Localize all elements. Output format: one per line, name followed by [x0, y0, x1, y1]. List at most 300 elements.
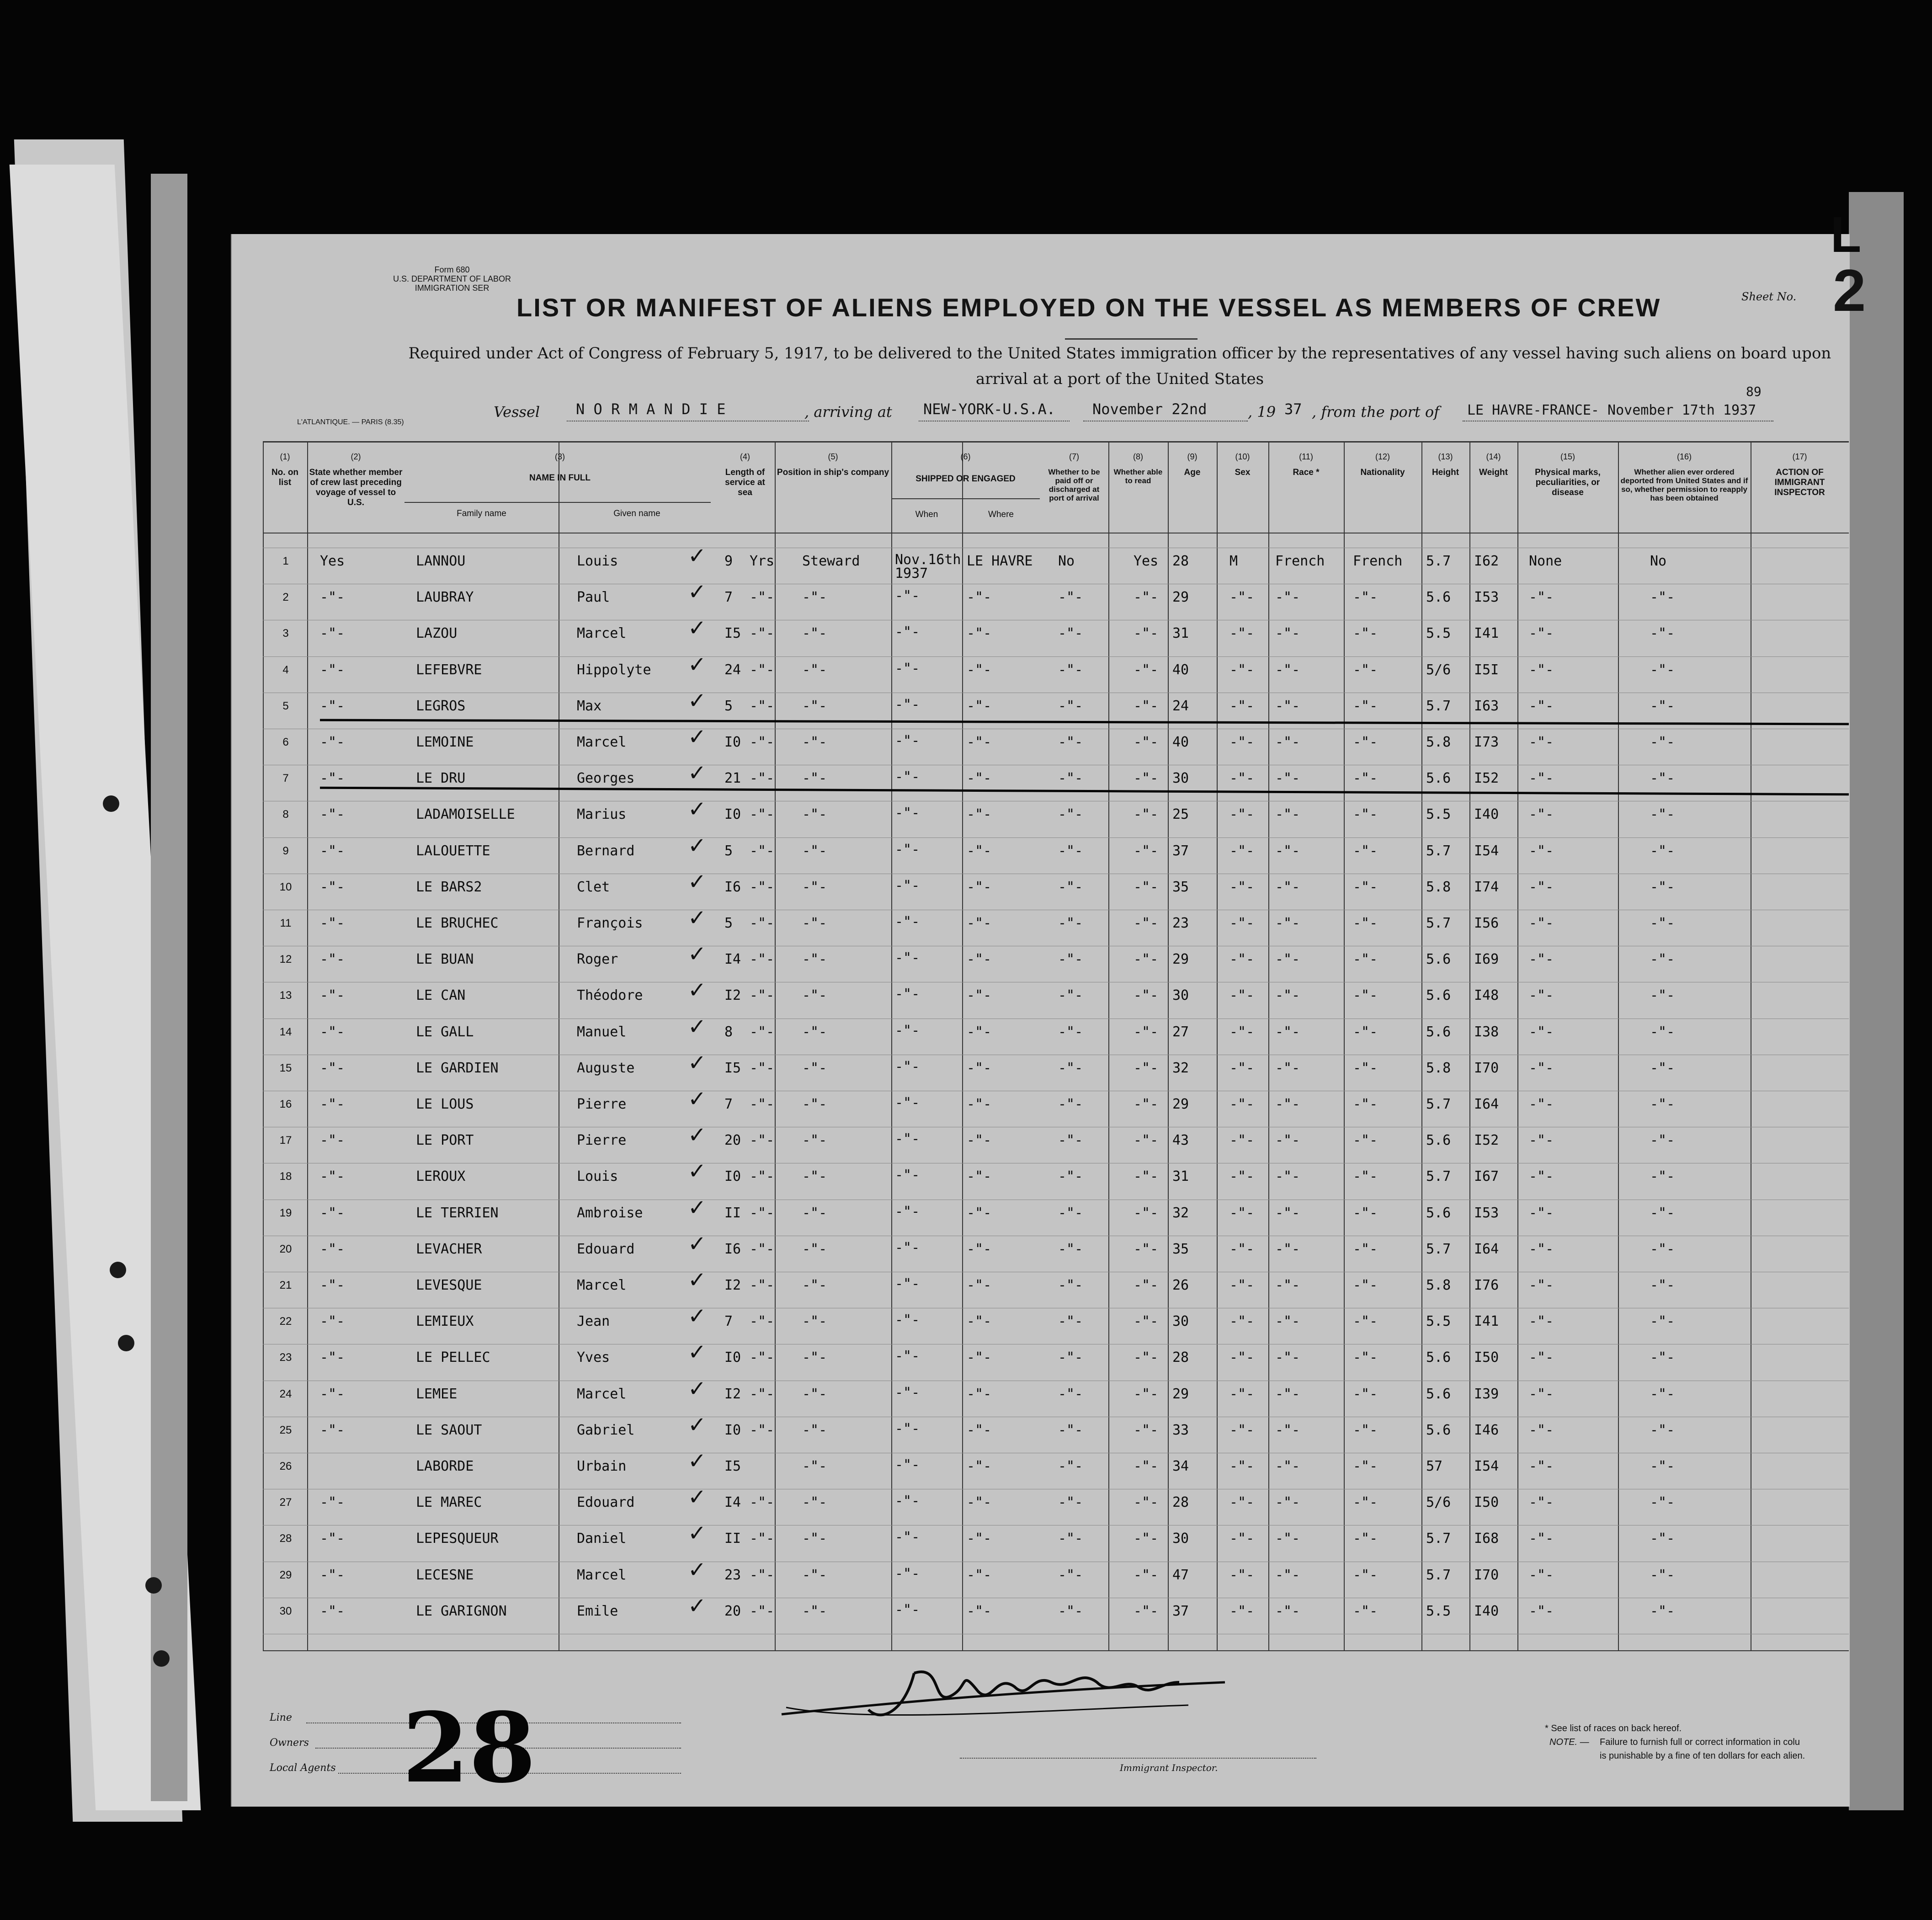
owners-label: Owners	[270, 1737, 309, 1749]
cell-given-name: Pierre	[577, 1132, 627, 1149]
cell-family-name: LE SAOUT	[416, 1422, 482, 1438]
col-weight-header: Weight	[1479, 468, 1508, 477]
vessel-label: Vessel	[494, 403, 540, 421]
cell-able-read: -"-	[1134, 1349, 1159, 1366]
cell-previous-voyage: -"-	[320, 879, 345, 895]
cell-where: -"-	[967, 589, 992, 606]
cell-height: 5.8	[1426, 1060, 1451, 1076]
cell-paid-off: -"-	[1058, 770, 1083, 787]
cell-race: -"-	[1275, 1603, 1300, 1619]
cell-row-number: 20	[279, 1243, 292, 1255]
cell-service-length: I5	[724, 1060, 741, 1076]
cell-position: -"-	[802, 1096, 827, 1112]
cell-position: -"-	[802, 770, 827, 787]
cell-race: -"-	[1275, 734, 1300, 750]
cell-given-name: Urbain	[577, 1458, 627, 1474]
cell-paid-off: -"-	[1058, 1349, 1083, 1366]
cell-sex: -"-	[1229, 843, 1255, 859]
cell-row-number: 21	[279, 1279, 292, 1291]
cell-sex: -"-	[1229, 1531, 1255, 1547]
cell-paid-off: -"-	[1058, 806, 1083, 823]
cell-race: -"-	[1275, 1024, 1300, 1040]
cell-sex: -"-	[1229, 770, 1255, 787]
cell-sex: -"-	[1229, 1494, 1255, 1511]
cell-age: 32	[1172, 1060, 1189, 1076]
cell-service-unit: -"-	[750, 879, 775, 895]
col-action-header: ACTION OF IMMIGRANT INSPECTOR	[1774, 468, 1825, 497]
cell-weight: I40	[1474, 806, 1499, 823]
column-rule	[1469, 441, 1470, 1650]
cell-weight: I64	[1474, 1241, 1499, 1257]
check-mark: ✓	[688, 941, 707, 967]
cell-race: -"-	[1275, 843, 1300, 859]
cell-family-name: LEMEE	[416, 1386, 458, 1402]
cell-race: -"-	[1275, 1060, 1300, 1076]
cell-position: -"-	[802, 1422, 827, 1438]
cell-nationality: -"-	[1353, 1205, 1378, 1221]
cell-able-read: -"-	[1134, 1205, 1159, 1221]
cell-paid-off: -"-	[1058, 734, 1083, 750]
cell-given-name: François	[577, 915, 643, 931]
column-rule	[962, 498, 963, 1650]
cell-nationality: -"-	[1353, 1060, 1378, 1076]
cell-previous-voyage: -"-	[320, 698, 345, 714]
cell-able-read: -"-	[1134, 698, 1159, 714]
cell-deported: -"-	[1650, 1567, 1675, 1583]
cell-nationality: -"-	[1353, 770, 1378, 787]
cell-physical-marks: -"-	[1529, 1567, 1554, 1583]
cell-physical-marks: -"-	[1529, 589, 1554, 606]
cell-paid-off: -"-	[1058, 1567, 1083, 1583]
cell-age: 30	[1172, 770, 1189, 787]
cell-nationality: -"-	[1353, 1313, 1378, 1330]
check-mark: ✓	[688, 1412, 707, 1438]
cell-service-length: I0	[724, 806, 741, 823]
row-rule	[263, 837, 1849, 838]
cell-previous-voyage: -"-	[320, 1313, 345, 1330]
cell-able-read: Yes	[1134, 553, 1159, 569]
cell-given-name: Louis	[577, 1168, 618, 1185]
cell-physical-marks: -"-	[1529, 806, 1554, 823]
cell-given-name: Ambroise	[577, 1205, 643, 1221]
cell-given-name: Marcel	[577, 1386, 627, 1402]
cell-sex: -"-	[1229, 1458, 1255, 1474]
cell-physical-marks: -"-	[1529, 1422, 1554, 1438]
cell-paid-off: -"-	[1058, 1386, 1083, 1402]
cell-previous-voyage: Yes	[320, 553, 345, 569]
col-age-header: Age	[1184, 468, 1201, 477]
cell-previous-voyage: -"-	[320, 1277, 345, 1293]
cell-service-unit: -"-	[750, 1132, 775, 1149]
cell-deported: -"-	[1650, 661, 1675, 678]
cell-deported: -"-	[1650, 1422, 1675, 1438]
column-rule	[891, 441, 892, 1650]
cell-service-unit: -"-	[750, 1494, 775, 1511]
cell-when: -"-	[895, 950, 920, 966]
cell-service-length: I4	[724, 1494, 741, 1511]
cell-given-name: Marcel	[577, 1567, 627, 1583]
cell-age: 28	[1172, 1349, 1189, 1366]
cell-height: 5.7	[1426, 1241, 1451, 1257]
cell-paid-off: -"-	[1058, 879, 1083, 895]
col-race-header-number: (11)	[1299, 452, 1313, 461]
sheet-number: 2	[1833, 257, 1866, 324]
cell-able-read: -"-	[1134, 1132, 1159, 1149]
col-paid-off-header: Whether to be paid off or discharged at port of arrival	[1048, 468, 1100, 502]
cell-physical-marks: -"-	[1529, 734, 1554, 750]
cell-deported: -"-	[1650, 1494, 1675, 1511]
page-edge	[1849, 192, 1904, 1810]
cell-position: -"-	[802, 843, 827, 859]
cell-row-number: 19	[279, 1206, 292, 1219]
cell-sex: -"-	[1229, 806, 1255, 823]
cell-paid-off: -"-	[1058, 1060, 1083, 1076]
column-rule	[307, 441, 308, 1650]
cell-nationality: -"-	[1353, 806, 1378, 823]
cell-service-length: 8	[724, 1024, 733, 1040]
cell-row-number: 10	[279, 880, 292, 893]
cell-previous-voyage: -"-	[320, 1168, 345, 1185]
cell-paid-off: -"-	[1058, 987, 1083, 1004]
cell-position: -"-	[802, 1132, 827, 1149]
cell-family-name: LE PELLEC	[416, 1349, 490, 1366]
col-family-name-header: Family name	[457, 509, 506, 518]
cell-given-name: Emile	[577, 1603, 618, 1619]
check-mark: ✓	[688, 543, 707, 569]
cell-age: 30	[1172, 1313, 1189, 1330]
arriving-port: NEW-YORK-U.S.A.	[923, 400, 1055, 418]
cell-deported: -"-	[1650, 1205, 1675, 1221]
cell-physical-marks: -"-	[1529, 698, 1554, 714]
col-no-header: No. on list	[271, 468, 299, 487]
cell-row-number: 6	[282, 736, 289, 748]
cell-row-number: 22	[279, 1315, 292, 1328]
cell-age: 40	[1172, 734, 1189, 750]
cell-race: -"-	[1275, 951, 1300, 968]
cell-position: -"-	[802, 698, 827, 714]
cell-row-number: 18	[279, 1170, 292, 1183]
cell-able-read: -"-	[1134, 1096, 1159, 1112]
cell-paid-off: -"-	[1058, 1531, 1083, 1547]
cell-deported: -"-	[1650, 589, 1675, 606]
cell-sex: -"-	[1229, 1567, 1255, 1583]
cell-deported: -"-	[1650, 1458, 1675, 1474]
cell-height: 5.5	[1426, 625, 1451, 642]
cell-row-number: 27	[279, 1496, 292, 1509]
cell-deported: -"-	[1650, 625, 1675, 642]
check-mark: ✓	[688, 1303, 707, 1329]
cell-age: 40	[1172, 661, 1189, 678]
column-rule	[1517, 441, 1518, 1650]
cell-family-name: LAUBRAY	[416, 589, 474, 606]
cell-where: -"-	[967, 1313, 992, 1330]
cell-row-number: 26	[279, 1460, 292, 1472]
cell-given-name: Marcel	[577, 734, 627, 750]
column-rule	[1108, 441, 1109, 1650]
cell-where: -"-	[967, 1277, 992, 1293]
cell-physical-marks: -"-	[1529, 1132, 1554, 1149]
cell-able-read: -"-	[1134, 915, 1159, 931]
cell-position: -"-	[802, 1060, 827, 1076]
cell-deported: No	[1650, 553, 1667, 569]
cell-service-length: II	[724, 1205, 741, 1221]
cell-physical-marks: -"-	[1529, 625, 1554, 642]
cell-given-name: Roger	[577, 951, 618, 968]
check-mark: ✓	[688, 688, 707, 714]
cell-height: 5.5	[1426, 1313, 1451, 1330]
binder-hole	[118, 1335, 134, 1351]
check-mark: ✓	[688, 724, 707, 750]
cell-service-length: 21	[724, 770, 741, 787]
check-mark: ✓	[688, 1086, 707, 1112]
cell-service-unit: -"-	[750, 661, 775, 678]
cell-race: -"-	[1275, 1386, 1300, 1402]
cell-sex: -"-	[1229, 1603, 1255, 1619]
check-mark: ✓	[688, 579, 707, 605]
col-height-header-number: (13)	[1438, 452, 1453, 461]
cell-family-name: LAZOU	[416, 625, 458, 642]
cell-weight: I41	[1474, 625, 1499, 642]
cell-physical-marks: -"-	[1529, 915, 1554, 931]
cell-height: 5.6	[1426, 1386, 1451, 1402]
cell-where: -"-	[967, 625, 992, 642]
cell-when: -"-	[895, 733, 920, 749]
cell-previous-voyage: -"-	[320, 843, 345, 859]
cell-race: -"-	[1275, 1458, 1300, 1474]
cell-age: 29	[1172, 589, 1189, 606]
cell-paid-off: No	[1058, 553, 1075, 569]
cell-row-number: 3	[282, 627, 289, 640]
cell-service-length: I2	[724, 987, 741, 1004]
cell-age: 37	[1172, 1603, 1189, 1619]
cell-given-name: Manuel	[577, 1024, 627, 1040]
cell-when: -"-	[895, 624, 920, 640]
cell-position: -"-	[802, 734, 827, 750]
year-prefix: , 19	[1248, 403, 1276, 421]
cell-when: Nov.16th 1937	[895, 552, 961, 581]
col-when-header: When	[915, 510, 938, 519]
cell-previous-voyage: -"-	[320, 1024, 345, 1040]
cell-able-read: -"-	[1134, 1422, 1159, 1438]
cell-age: 37	[1172, 843, 1189, 859]
cell-height: 5.6	[1426, 1205, 1451, 1221]
check-mark: ✓	[688, 1484, 707, 1510]
cell-family-name: LE GALL	[416, 1024, 474, 1040]
cell-service-unit: -"-	[750, 806, 775, 823]
cell-where: -"-	[967, 1603, 992, 1619]
cell-position: -"-	[802, 1313, 827, 1330]
cell-family-name: LE CAN	[416, 987, 466, 1004]
cell-nationality: -"-	[1353, 987, 1378, 1004]
cell-paid-off: -"-	[1058, 1168, 1083, 1185]
arrival-year: 37	[1284, 400, 1302, 418]
cell-given-name: Max	[577, 698, 602, 714]
cell-when: -"-	[895, 1022, 920, 1039]
cell-position: -"-	[802, 806, 827, 823]
cell-service-unit: -"-	[750, 1168, 775, 1185]
subtitle: Required under Act of Congress of February 5, 1917, to be delivered to the United States immigration officer by the representatives of any vessel having such aliens on board upon arrival at a port of the United States	[408, 344, 1831, 388]
check-mark: ✓	[688, 1158, 707, 1184]
cell-given-name: Marius	[577, 806, 627, 823]
cell-nationality: -"-	[1353, 1096, 1378, 1112]
cell-paid-off: -"-	[1058, 589, 1083, 606]
cell-family-name: LE MAREC	[416, 1494, 482, 1511]
cell-height: 5.6	[1426, 1024, 1451, 1040]
cell-where: -"-	[967, 734, 992, 750]
cell-able-read: -"-	[1134, 806, 1159, 823]
check-mark: ✓	[688, 1050, 707, 1076]
from-port-label: , from the port of	[1312, 403, 1440, 421]
cell-physical-marks: -"-	[1529, 1458, 1554, 1474]
cell-race: -"-	[1275, 1349, 1300, 1366]
check-mark: ✓	[688, 651, 707, 677]
cell-weight: I68	[1474, 1531, 1499, 1547]
cell-when: -"-	[895, 1167, 920, 1184]
cell-paid-off: -"-	[1058, 698, 1083, 714]
cell-paid-off: -"-	[1058, 1024, 1083, 1040]
cell-row-number: 23	[279, 1351, 292, 1364]
cell-when: -"-	[895, 986, 920, 1003]
cell-nationality: -"-	[1353, 1603, 1378, 1619]
cell-deported: -"-	[1650, 734, 1675, 750]
cell-weight: I48	[1474, 987, 1499, 1004]
cell-service-length: I2	[724, 1386, 741, 1402]
cell-family-name: LALOUETTE	[416, 843, 490, 859]
cell-when: -"-	[895, 877, 920, 894]
check-mark: ✓	[688, 796, 707, 822]
cell-able-read: -"-	[1134, 1060, 1159, 1076]
cell-given-name: Paul	[577, 589, 610, 606]
cell-position: -"-	[802, 1386, 827, 1402]
col-previous-voyage-header: State whether member of crew last preceding voyage of vessel to U.S.	[309, 468, 403, 507]
binder-hole	[110, 1262, 126, 1278]
cell-row-number: 15	[279, 1061, 292, 1074]
cell-paid-off: -"-	[1058, 1096, 1083, 1112]
cell-row-number: 14	[279, 1025, 292, 1038]
cell-weight: I5I	[1474, 661, 1499, 678]
cell-position: -"-	[802, 1205, 827, 1221]
check-mark: ✓	[688, 905, 707, 931]
cell-previous-voyage: -"-	[320, 1603, 345, 1619]
col-deported-header: Whether alien ever ordered deported from United States and if so, whether permission to reapply has been obtained	[1620, 468, 1748, 502]
cell-deported: -"-	[1650, 806, 1675, 823]
cell-physical-marks: -"-	[1529, 879, 1554, 895]
cell-able-read: -"-	[1134, 987, 1159, 1004]
cell-where: -"-	[967, 915, 992, 931]
cell-nationality: -"-	[1353, 589, 1378, 606]
cell-previous-voyage: -"-	[320, 951, 345, 968]
table-bottom-rule	[263, 1650, 1849, 1651]
cell-when: -"-	[895, 1529, 920, 1546]
cell-sex: -"-	[1229, 625, 1255, 642]
cell-age: 34	[1172, 1458, 1189, 1474]
cell-weight: I50	[1474, 1494, 1499, 1511]
cell-deported: -"-	[1650, 1241, 1675, 1257]
cell-nationality: -"-	[1353, 1386, 1378, 1402]
cell-nationality: -"-	[1353, 843, 1378, 859]
column-rule	[1217, 441, 1218, 1650]
cell-deported: -"-	[1650, 1386, 1675, 1402]
cell-able-read: -"-	[1134, 1603, 1159, 1619]
cell-paid-off: -"-	[1058, 1494, 1083, 1511]
cell-able-read: -"-	[1134, 1567, 1159, 1583]
cell-nationality: French	[1353, 553, 1403, 569]
cell-race: -"-	[1275, 625, 1300, 642]
cell-row-number: 11	[280, 917, 292, 929]
col-shipped-header: SHIPPED OR ENGAGED	[915, 474, 1016, 484]
cell-weight: I53	[1474, 1205, 1499, 1221]
cell-age: 29	[1172, 1386, 1189, 1402]
cell-previous-voyage: -"-	[320, 625, 345, 642]
cell-race: -"-	[1275, 1494, 1300, 1511]
check-mark: ✓	[688, 1122, 707, 1148]
cell-age: 29	[1172, 951, 1189, 968]
cell-when: -"-	[895, 1312, 920, 1328]
cell-service-unit: -"-	[750, 1205, 775, 1221]
cell-race: -"-	[1275, 1096, 1300, 1112]
cell-where: -"-	[967, 1386, 992, 1402]
cell-height: 5.6	[1426, 589, 1451, 606]
cell-race: -"-	[1275, 1241, 1300, 1257]
col-paid-off-header-number: (7)	[1069, 452, 1079, 461]
cell-family-name: LE DRU	[416, 770, 466, 787]
cell-deported: -"-	[1650, 1096, 1675, 1112]
cell-height: 5.6	[1426, 1132, 1451, 1149]
cell-height: 5.8	[1426, 734, 1451, 750]
cell-physical-marks: None	[1529, 553, 1562, 569]
cell-service-unit: -"-	[750, 1277, 775, 1293]
cell-service-length: 24	[724, 661, 741, 678]
cell-service-unit: -"-	[750, 915, 775, 931]
cell-service-length: II	[724, 1531, 741, 1547]
cell-paid-off: -"-	[1058, 1205, 1083, 1221]
cell-previous-voyage: -"-	[320, 1531, 345, 1547]
cell-nationality: -"-	[1353, 625, 1378, 642]
check-mark: ✓	[688, 1520, 707, 1547]
cell-sex: -"-	[1229, 1205, 1255, 1221]
cell-age: 28	[1172, 553, 1189, 569]
shipped-sub-rule	[891, 498, 1040, 499]
cell-service-length: I5	[724, 1458, 741, 1474]
column-rule	[1268, 441, 1269, 1650]
cell-service-unit: Yrs	[750, 553, 775, 569]
cell-where: -"-	[967, 1096, 992, 1112]
cell-position: -"-	[802, 1277, 827, 1293]
cell-family-name: LABORDE	[416, 1458, 474, 1474]
cell-service-unit: -"-	[750, 1603, 775, 1619]
cell-paid-off: -"-	[1058, 1603, 1083, 1619]
cell-able-read: -"-	[1134, 1024, 1159, 1040]
cell-height: 5.5	[1426, 1603, 1451, 1619]
cell-sex: -"-	[1229, 951, 1255, 968]
column-rule	[775, 441, 776, 1650]
cell-row-number: 12	[279, 953, 292, 966]
cell-row-number: 1	[282, 555, 289, 567]
cell-service-length: 23	[724, 1567, 741, 1583]
cell-physical-marks: -"-	[1529, 1277, 1554, 1293]
cell-physical-marks: -"-	[1529, 843, 1554, 859]
cell-physical-marks: -"-	[1529, 1241, 1554, 1257]
cell-nationality: -"-	[1353, 1349, 1378, 1366]
cell-previous-voyage: -"-	[320, 806, 345, 823]
cell-height: 5.6	[1426, 770, 1451, 787]
cell-sex: -"-	[1229, 1168, 1255, 1185]
col-where-header: Where	[988, 510, 1014, 519]
cell-when: -"-	[895, 1457, 920, 1473]
cell-sex: -"-	[1229, 698, 1255, 714]
cell-sex: -"-	[1229, 915, 1255, 931]
cell-weight: I46	[1474, 1422, 1499, 1438]
